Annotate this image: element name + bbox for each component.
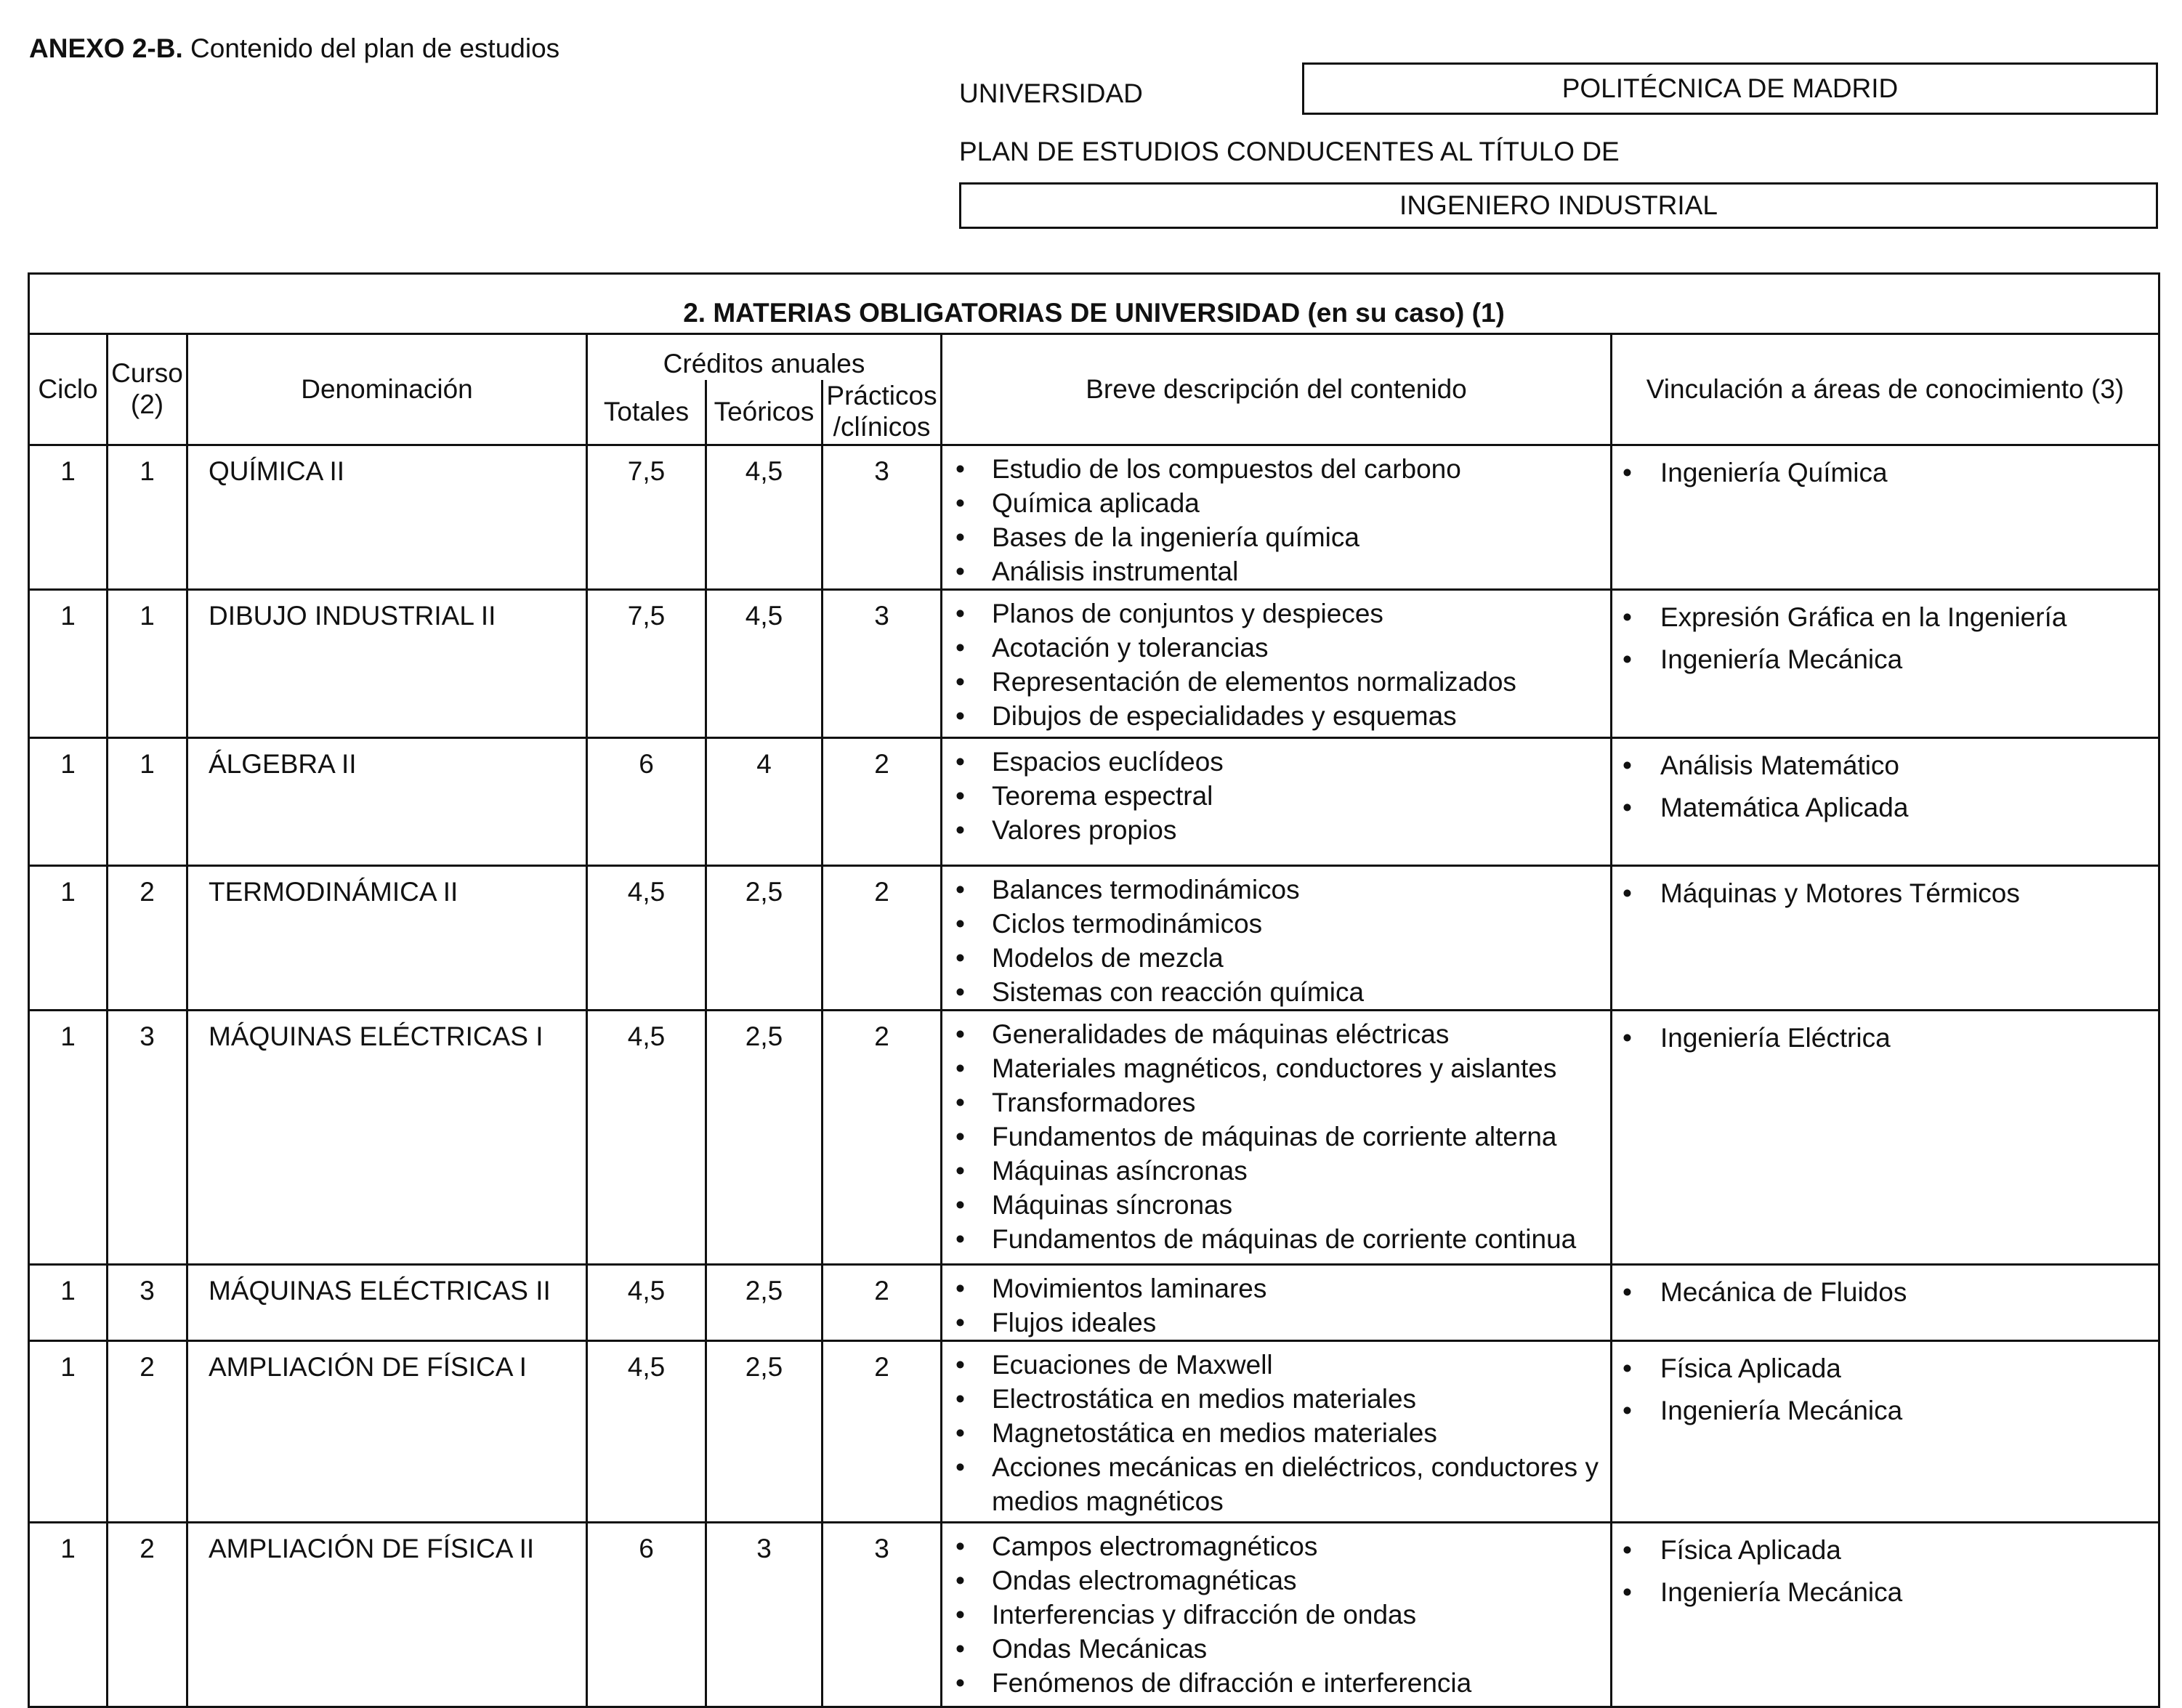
- curso-cell: 3: [108, 1265, 187, 1341]
- col-curso-note: (2): [130, 389, 164, 419]
- subject-name-cell: TERMODINÁMICA II: [187, 866, 587, 1011]
- content-list: [942, 1342, 1610, 1518]
- ciclo-cell: 1: [29, 1011, 108, 1265]
- content-item: • Máquinas asíncronas: [942, 1154, 1610, 1188]
- teoricos-cell: 4,5: [706, 445, 823, 590]
- content-item: • Máquinas síncronas: [942, 1188, 1610, 1222]
- ciclo-cell: 1: [29, 1523, 108, 1707]
- content-item: • Materiales magnéticos, conductores y aislantes: [942, 1051, 1610, 1085]
- curso-cell: 1: [108, 590, 187, 738]
- subject-name-cell: ÁLGEBRA II: [187, 738, 587, 866]
- subject-name-cell: MÁQUINAS ELÉCTRICAS II: [187, 1265, 587, 1341]
- table-row: [29, 1523, 2159, 1707]
- content-item: • Fundamentos de máquinas de corriente continua: [942, 1222, 1610, 1256]
- col-creditos: Créditos anuales: [587, 334, 942, 381]
- totales-cell: 6: [587, 1523, 706, 1707]
- area-list: [1612, 591, 2158, 681]
- content-list: [942, 1266, 1610, 1340]
- ciclo-cell: 1: [29, 738, 108, 866]
- content-cell: [942, 1265, 1612, 1341]
- curso-cell: 2: [108, 866, 187, 1011]
- content-list: [942, 1011, 1610, 1256]
- area-item: • Física Aplicada: [1612, 1529, 2158, 1571]
- content-item: • Interferencias y difracción de ondas: [942, 1598, 1610, 1632]
- area-cell: [1612, 866, 2159, 1011]
- content-list: [942, 867, 1610, 1009]
- annex-title: Contenido del plan de estudios: [190, 33, 560, 63]
- area-list: [1612, 446, 2158, 494]
- content-item: • Transformadores: [942, 1085, 1610, 1120]
- table-row: [29, 1265, 2159, 1341]
- curso-cell: 1: [108, 445, 187, 590]
- ciclo-cell: 1: [29, 590, 108, 738]
- content-cell: [942, 738, 1612, 866]
- area-item: • Ingeniería Mecánica: [1612, 1390, 2158, 1432]
- practicos-cell: 3: [823, 445, 942, 590]
- subject-name-cell: DIBUJO INDUSTRIAL II: [187, 590, 587, 738]
- content-item: • Sistemas con reacción química: [942, 975, 1610, 1009]
- practicos-cell: 2: [823, 1341, 942, 1523]
- col-ciclo: Ciclo: [29, 334, 108, 445]
- area-list: [1612, 1342, 2158, 1432]
- table-row: [29, 590, 2159, 738]
- content-item: • Acciones mecánicas en dieléctricos, conductores y medios magnéticos: [942, 1450, 1610, 1518]
- content-cell: [942, 1523, 1612, 1707]
- area-item: • Análisis Matemático: [1612, 745, 2158, 787]
- practicos-cell: 2: [823, 866, 942, 1011]
- content-cell: [942, 866, 1612, 1011]
- content-item: • Estudio de los compuestos del carbono: [942, 452, 1610, 486]
- content-list: [942, 446, 1610, 588]
- content-cell: [942, 1011, 1612, 1265]
- area-item: • Ingeniería Eléctrica: [1612, 1017, 2158, 1059]
- content-item: • Modelos de mezcla: [942, 941, 1610, 975]
- teoricos-cell: 2,5: [706, 1341, 823, 1523]
- content-item: • Valores propios: [942, 813, 1610, 847]
- subject-name-cell: AMPLIACIÓN DE FÍSICA I: [187, 1341, 587, 1523]
- ciclo-cell: 1: [29, 1341, 108, 1523]
- area-cell: [1612, 1265, 2159, 1341]
- content-item: • Fundamentos de máquinas de corriente alterna: [942, 1120, 1610, 1154]
- curso-cell: 2: [108, 1523, 187, 1707]
- table-row: [29, 866, 2159, 1011]
- totales-cell: 4,5: [587, 1011, 706, 1265]
- table-body: [29, 445, 2159, 1707]
- area-cell: [1612, 445, 2159, 590]
- area-item: • Ingeniería Mecánica: [1612, 1571, 2158, 1614]
- teoricos-cell: 3: [706, 1523, 823, 1707]
- content-item: • Espacios euclídeos: [942, 745, 1610, 779]
- subject-name-cell: AMPLIACIÓN DE FÍSICA II: [187, 1523, 587, 1707]
- content-item: • Campos electromagnéticos: [942, 1529, 1610, 1563]
- area-list: [1612, 1266, 2158, 1314]
- area-cell: [1612, 1523, 2159, 1707]
- university-label: UNIVERSIDAD: [959, 78, 1143, 108]
- area-cell: [1612, 1011, 2159, 1265]
- university-name-box: [1302, 62, 2158, 115]
- content-item: • Balances termodinámicos: [942, 873, 1610, 907]
- section-title: 2. MATERIAS OBLIGATORIAS DE UNIVERSIDAD (en su caso) (1): [29, 274, 2159, 334]
- content-item: • Teorema espectral: [942, 779, 1610, 813]
- col-practicos-label: Prácticos: [826, 381, 937, 411]
- col-totales: Totales: [587, 380, 706, 445]
- totales-cell: 4,5: [587, 866, 706, 1011]
- university-name: POLITÉCNICA DE MADRID: [1561, 73, 1899, 103]
- content-item: • Acotación y tolerancias: [942, 631, 1610, 665]
- ciclo-cell: 1: [29, 445, 108, 590]
- area-cell: [1612, 738, 2159, 866]
- col-teoricos: Teóricos: [706, 380, 823, 445]
- degree-title: INGENIERO INDUSTRIAL: [1399, 190, 1718, 220]
- content-item: • Bases de la ingeniería química: [942, 520, 1610, 554]
- table-row: [29, 738, 2159, 866]
- curso-cell: 3: [108, 1011, 187, 1265]
- practicos-cell: 2: [823, 738, 942, 866]
- totales-cell: 6: [587, 738, 706, 866]
- col-descripcion: Breve descripción del contenido: [942, 334, 1612, 445]
- teoricos-cell: 4,5: [706, 590, 823, 738]
- content-item: • Dibujos de especialidades y esquemas: [942, 699, 1610, 733]
- col-curso-label: Curso: [111, 358, 183, 389]
- curso-cell: 1: [108, 738, 187, 866]
- practicos-cell: 2: [823, 1265, 942, 1341]
- plan-label: PLAN DE ESTUDIOS CONDUCENTES AL TÍTULO DE: [959, 137, 1620, 166]
- area-item: • Mecánica de Fluidos: [1612, 1271, 2158, 1314]
- area-item: • Máquinas y Motores Térmicos: [1612, 873, 2158, 915]
- totales-cell: 4,5: [587, 1341, 706, 1523]
- col-practicos: [823, 380, 942, 445]
- teoricos-cell: 2,5: [706, 1265, 823, 1341]
- subjects-table: [28, 272, 2160, 1708]
- content-item: • Ciclos termodinámicos: [942, 907, 1610, 941]
- annex-heading: [29, 35, 559, 62]
- area-item: • Ingeniería Mecánica: [1612, 639, 2158, 681]
- area-cell: [1612, 1341, 2159, 1523]
- teoricos-cell: 2,5: [706, 1011, 823, 1265]
- area-list: [1612, 739, 2158, 829]
- table-row: [29, 445, 2159, 590]
- content-item: • Ondas electromagnéticas: [942, 1563, 1610, 1598]
- content-list: [942, 591, 1610, 733]
- ciclo-cell: 1: [29, 866, 108, 1011]
- practicos-cell: 3: [823, 1523, 942, 1707]
- content-item: • Fenómenos de difracción e interferencia: [942, 1666, 1610, 1700]
- totales-cell: 4,5: [587, 1265, 706, 1341]
- content-cell: [942, 1341, 1612, 1523]
- col-denominacion: Denominación: [187, 334, 587, 445]
- totales-cell: 7,5: [587, 590, 706, 738]
- col-practicos-label2: /clínicos: [833, 412, 931, 442]
- area-list: [1612, 867, 2158, 915]
- area-list: [1612, 1011, 2158, 1059]
- area-item: • Matemática Aplicada: [1612, 787, 2158, 829]
- content-item: • Planos de conjuntos y despieces: [942, 596, 1610, 631]
- content-item: • Ecuaciones de Maxwell: [942, 1348, 1610, 1382]
- area-item: • Ingeniería Química: [1612, 452, 2158, 494]
- content-item: • Electrostática en medios materiales: [942, 1382, 1610, 1416]
- content-item: • Magnetostática en medios materiales: [942, 1416, 1610, 1450]
- content-item: • Generalidades de máquinas eléctricas: [942, 1017, 1610, 1051]
- content-item: • Ondas Mecánicas: [942, 1632, 1610, 1666]
- teoricos-cell: 4: [706, 738, 823, 866]
- col-vinculacion: Vinculación a áreas de conocimiento (3): [1612, 334, 2159, 445]
- degree-title-box: [959, 182, 2158, 229]
- content-cell: [942, 445, 1612, 590]
- totales-cell: 7,5: [587, 445, 706, 590]
- area-cell: [1612, 590, 2159, 738]
- content-item: • Representación de elementos normalizados: [942, 665, 1610, 699]
- col-curso: [108, 334, 187, 445]
- content-list: [942, 1523, 1610, 1700]
- curso-cell: 2: [108, 1341, 187, 1523]
- subject-name-cell: QUÍMICA II: [187, 445, 587, 590]
- content-list: [942, 739, 1610, 847]
- area-list: [1612, 1523, 2158, 1614]
- table-row: [29, 1341, 2159, 1523]
- subject-name-cell: MÁQUINAS ELÉCTRICAS I: [187, 1011, 587, 1265]
- content-item: • Flujos ideales: [942, 1306, 1610, 1340]
- table-row: [29, 1011, 2159, 1265]
- content-item: • Análisis instrumental: [942, 554, 1610, 588]
- ciclo-cell: 1: [29, 1265, 108, 1341]
- content-item: • Química aplicada: [942, 486, 1610, 520]
- practicos-cell: 3: [823, 590, 942, 738]
- annex-label: ANEXO 2-B.: [29, 33, 183, 63]
- practicos-cell: 2: [823, 1011, 942, 1265]
- teoricos-cell: 2,5: [706, 866, 823, 1011]
- content-item: • Movimientos laminares: [942, 1271, 1610, 1306]
- area-item: • Física Aplicada: [1612, 1348, 2158, 1390]
- content-cell: [942, 590, 1612, 738]
- area-item: • Expresión Gráfica en la Ingeniería: [1612, 596, 2158, 639]
